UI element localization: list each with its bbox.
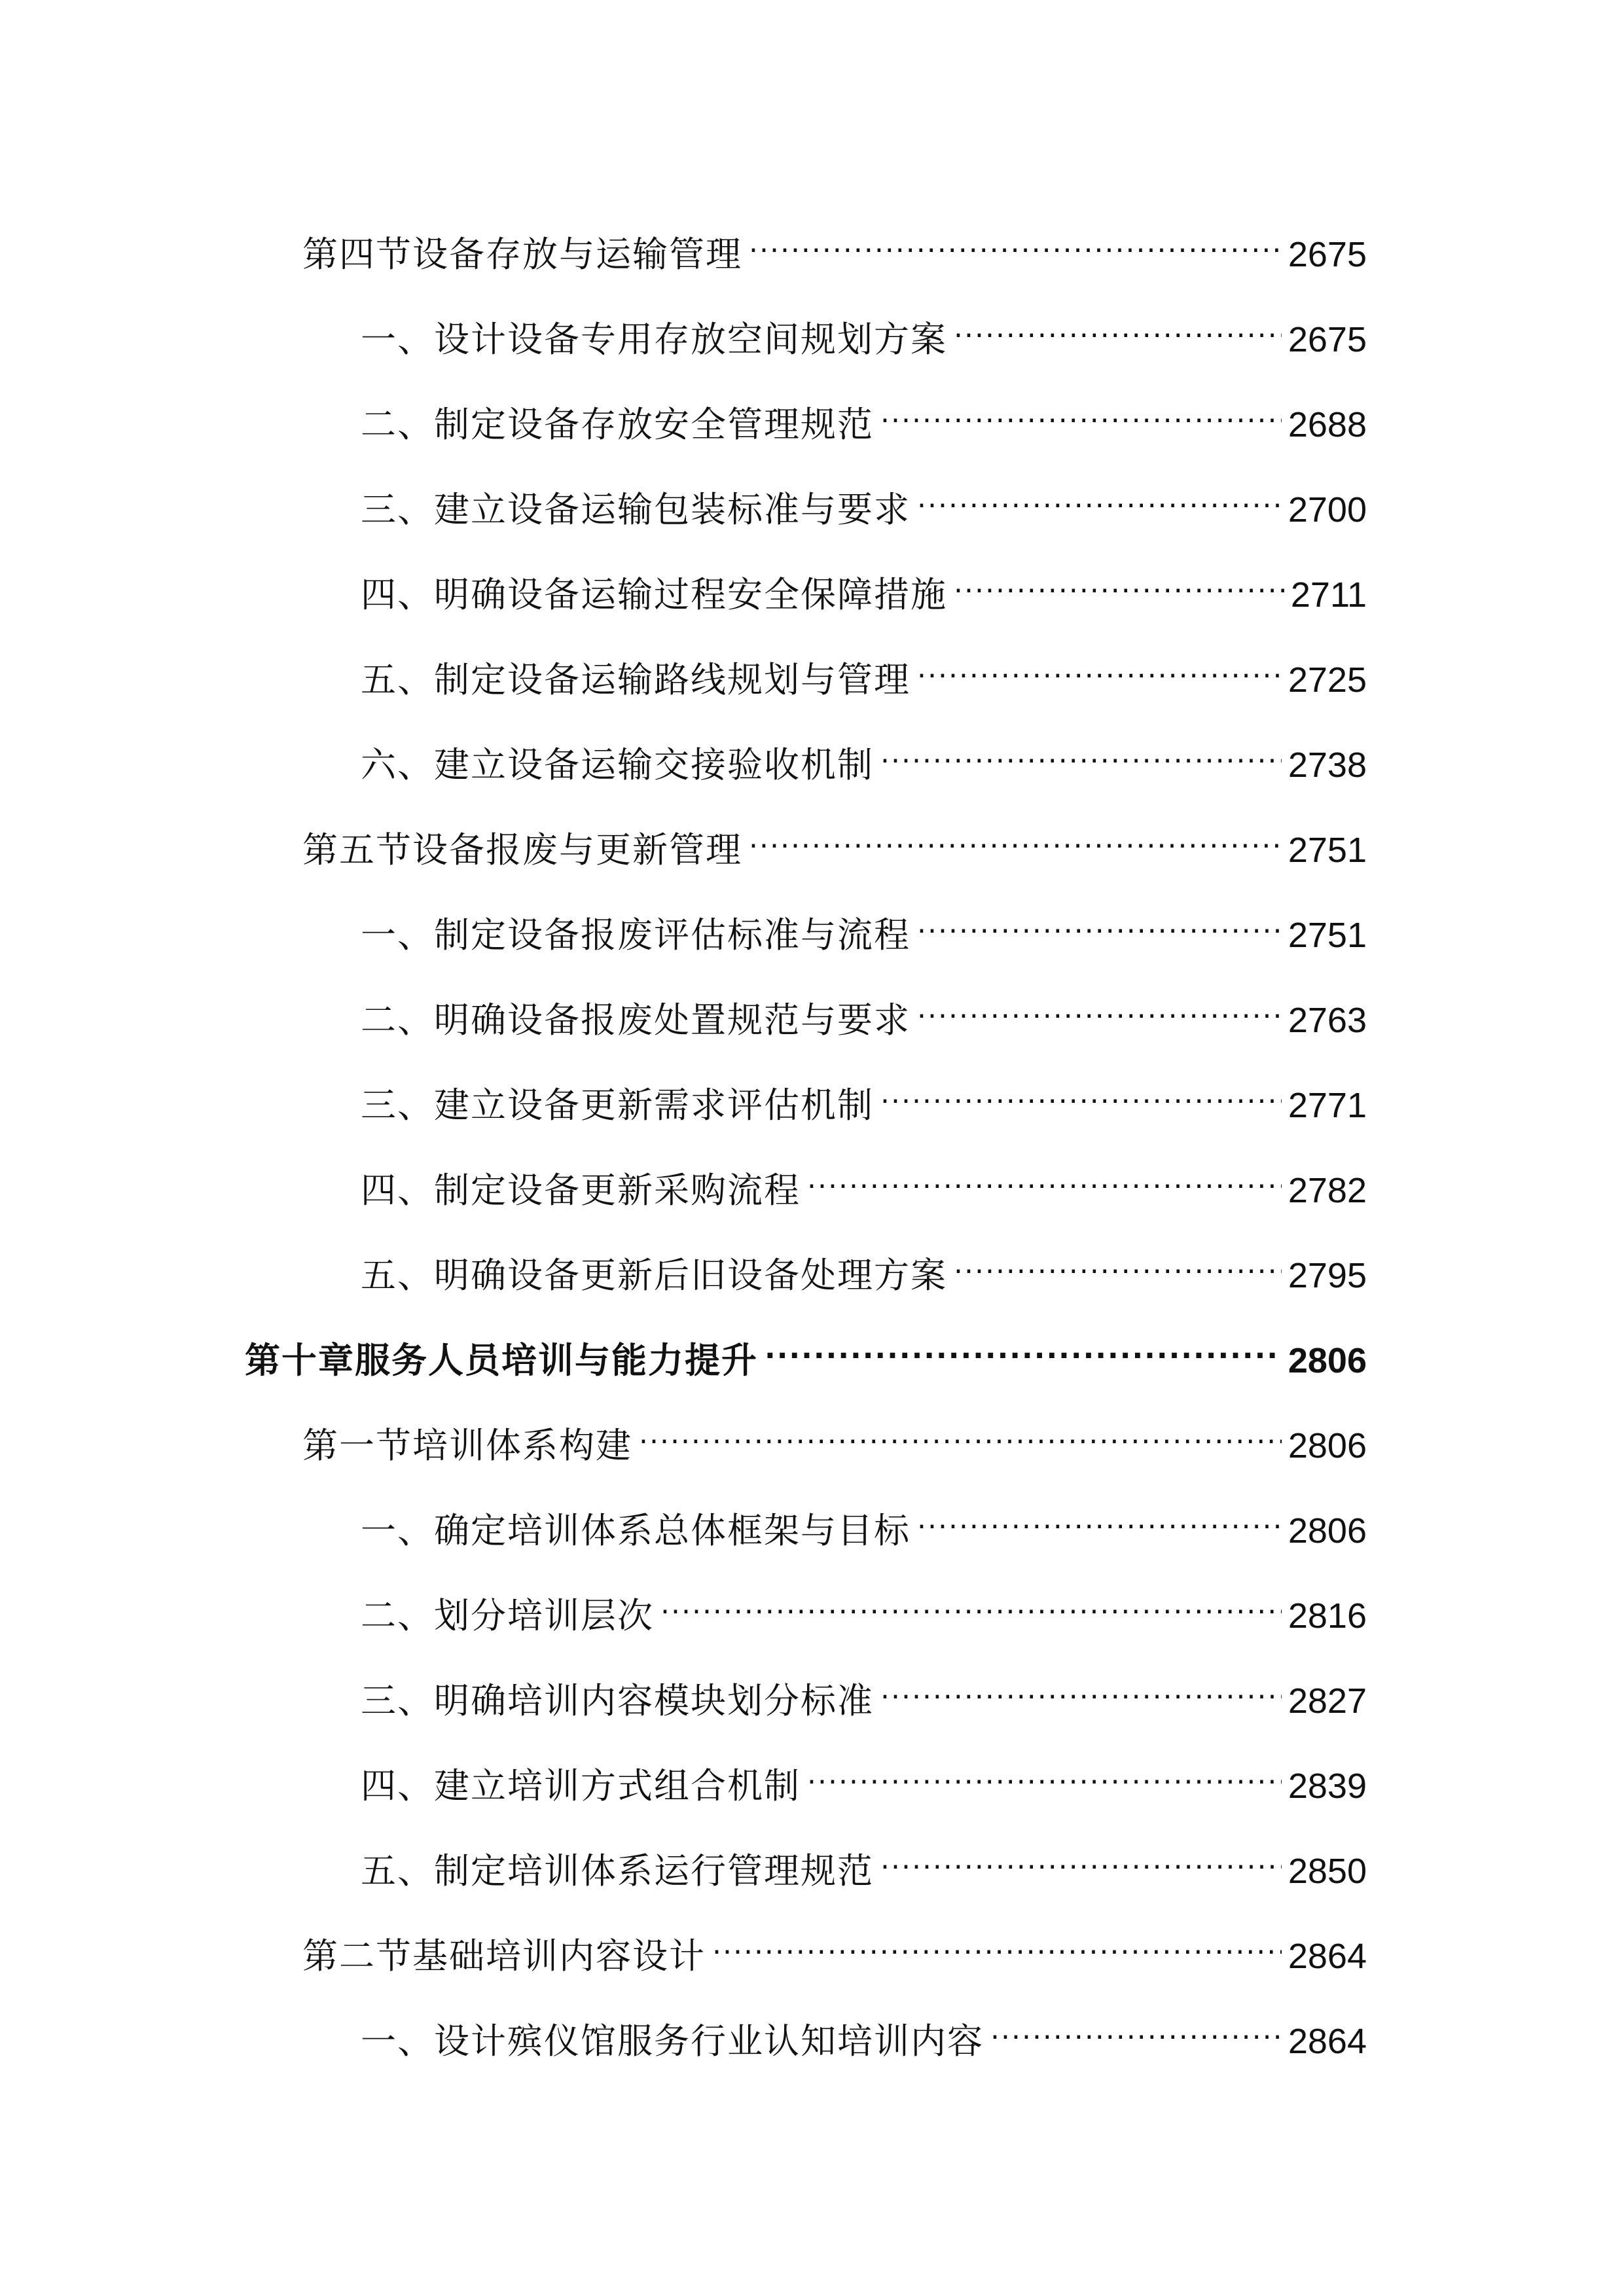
toc-dot-leader: [880, 1065, 1282, 1117]
toc-entry-page: 2711: [1290, 575, 1367, 615]
toc-entry-title: 一、设计殡仪馆服务行业认知培训内容: [361, 2020, 984, 2062]
toc-entry-title: 四、建立培训方式组合机制: [361, 1765, 801, 1806]
toc-entry-page: 2782: [1288, 1171, 1367, 1210]
toc-entry-page: 2700: [1288, 490, 1367, 529]
toc-entry[interactable]: [302, 1916, 1367, 1977]
toc-entry-page: 2806: [1288, 1426, 1367, 1465]
toc-entry[interactable]: [361, 2001, 1367, 2062]
toc-entry-title: 四、明确设备运输过程安全保障措施: [361, 574, 947, 615]
toc-entry-page: 2806: [1288, 1511, 1367, 1551]
toc-entry-page: 2751: [1288, 831, 1367, 870]
toc-entry-title: 一、制定设备报废评估标准与流程: [361, 914, 911, 956]
toc-entry-page: 2688: [1288, 405, 1367, 444]
toc-entry[interactable]: [302, 810, 1367, 870]
toc-entry-title: 二、制定设备存放安全管理规范: [361, 404, 874, 445]
toc-entry-title: 一、设计设备专用存放空间规划方案: [361, 319, 947, 360]
toc-dot-leader: [917, 980, 1282, 1032]
toc-dot-leader: [880, 725, 1282, 777]
toc-entry-page: 2751: [1288, 916, 1367, 955]
toc-dot-leader: [954, 554, 1284, 607]
toc-entry-page: 2839: [1288, 1767, 1367, 1806]
toc-entry[interactable]: [361, 1746, 1367, 1806]
toc-dot-leader: [880, 384, 1282, 437]
toc-entry-page: 2795: [1288, 1256, 1367, 1295]
toc-dot-leader: [917, 1490, 1282, 1543]
toc-entry-title: 三、明确培训内容模块划分标准: [361, 1680, 874, 1721]
toc-entry[interactable]: [361, 639, 1367, 700]
toc-dot-leader: [917, 469, 1282, 522]
toc-entry-title: 二、明确设备报废处置规范与要求: [361, 999, 911, 1041]
toc-entry-title: 第一节培训体系构建: [302, 1425, 632, 1466]
toc-entry-title: 五、制定设备运输路线规划与管理: [361, 659, 911, 700]
toc-entry-title: 四、制定设备更新采购流程: [361, 1170, 801, 1211]
toc-entry[interactable]: [361, 554, 1367, 615]
toc-entry-title: 三、建立设备更新需求评估机制: [361, 1085, 874, 1126]
toc-entry-page: 2816: [1288, 1596, 1367, 1636]
toc-entry-title: 一、确定培训体系总体框架与目标: [361, 1510, 911, 1551]
toc-entry-title: 六、建立设备运输交接验收机制: [361, 744, 874, 785]
toc-entry-title: 第二节基础培训内容设计: [302, 1935, 706, 1977]
toc-entry-title: 三、建立设备运输包装标准与要求: [361, 489, 911, 530]
toc-entry[interactable]: [302, 214, 1367, 275]
toc-dot-leader: [954, 1235, 1282, 1287]
toc-entry[interactable]: [361, 1831, 1367, 1892]
toc-entry[interactable]: [361, 469, 1367, 530]
toc-entry-page: 2850: [1288, 1852, 1367, 1891]
toc-entry-title: 五、明确设备更新后旧设备处理方案: [361, 1255, 947, 1296]
toc-entry-page: 2725: [1288, 660, 1367, 700]
toc-entry-title: 五、制定培训体系运行管理规范: [361, 1850, 874, 1892]
toc-entry[interactable]: [361, 1490, 1367, 1551]
toc-entry[interactable]: [361, 980, 1367, 1041]
toc-dot-leader: [917, 639, 1282, 692]
toc-entry[interactable]: [361, 1235, 1367, 1296]
toc-entry-page: 2763: [1288, 1001, 1367, 1040]
toc-entry-page: 2864: [1288, 1937, 1367, 1976]
toc-entry-page: 2675: [1288, 235, 1367, 274]
toc-dot-leader: [712, 1916, 1282, 1968]
toc-dot-leader: [880, 1831, 1282, 1883]
toc-dot-leader: [639, 1405, 1282, 1458]
toc-entry-title: 第十章服务人员培训与能力提升: [245, 1340, 758, 1381]
toc-entry[interactable]: [361, 1150, 1367, 1211]
toc-dot-leader: [807, 1150, 1282, 1202]
toc-entry-page: 2827: [1288, 1681, 1367, 1721]
toc-dot-leader: [765, 1320, 1282, 1372]
toc-entry-title: 第四节设备存放与运输管理: [302, 234, 742, 275]
toc-entry[interactable]: [302, 1405, 1367, 1466]
toc-dot-leader: [749, 810, 1282, 862]
toc-entry-title: 第五节设备报废与更新管理: [302, 829, 742, 870]
toc-entry-page: 2864: [1288, 2022, 1367, 2061]
toc-entry-page: 2771: [1288, 1086, 1367, 1125]
toc-entry[interactable]: [361, 1660, 1367, 1721]
toc-entry[interactable]: [361, 1065, 1367, 1126]
toc-entry[interactable]: [361, 384, 1367, 445]
toc-entry-page: 2675: [1288, 320, 1367, 359]
toc-chapter-entry[interactable]: [245, 1320, 1367, 1381]
toc-entry[interactable]: [361, 895, 1367, 956]
toc-dot-leader: [990, 2001, 1282, 2053]
toc-entry-page: 2806: [1288, 1341, 1367, 1380]
toc-dot-leader: [807, 1746, 1282, 1798]
toc-dot-leader: [660, 1575, 1282, 1628]
toc-entry[interactable]: [361, 299, 1367, 360]
toc-dot-leader: [749, 214, 1282, 266]
toc-entry-page: 2738: [1288, 745, 1367, 785]
toc-dot-leader: [880, 1660, 1282, 1713]
toc-entry[interactable]: [361, 725, 1367, 785]
toc-entry-title: 二、划分培训层次: [361, 1595, 654, 1636]
toc-dot-leader: [917, 895, 1282, 947]
toc-dot-leader: [954, 299, 1282, 351]
toc-entry[interactable]: [361, 1575, 1367, 1636]
